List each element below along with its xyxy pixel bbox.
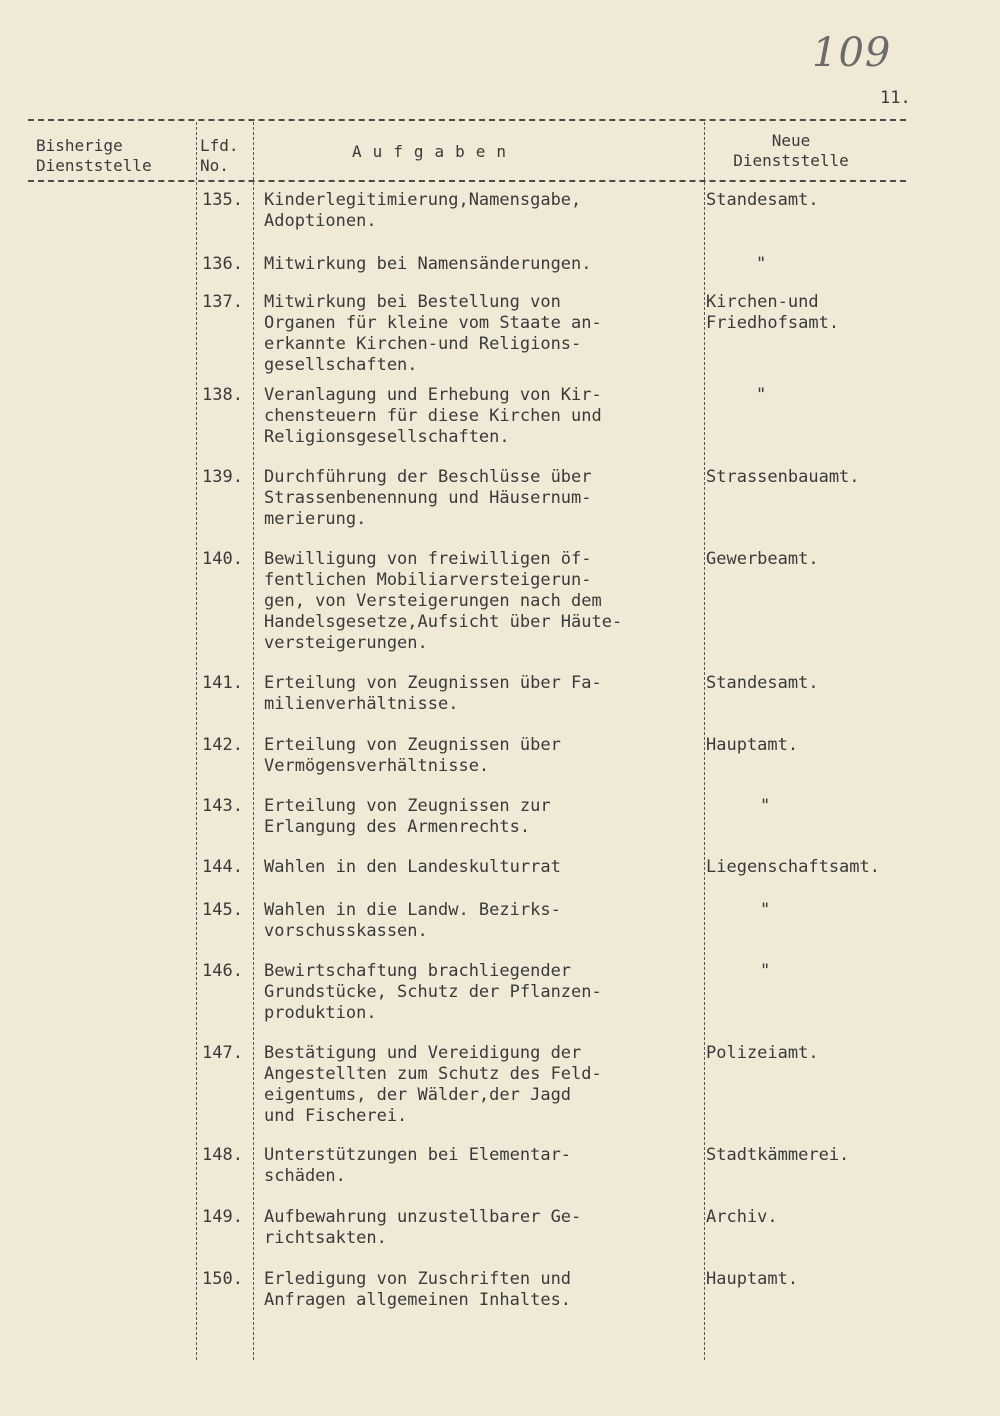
row-task: Mitwirkung bei Bestellung von Organen für kleine vom Staate an- erkannte Kirchen-und Religions- gesellschaften. [264,292,602,375]
header-top-rule [28,119,906,121]
row-number: 144. [202,857,243,877]
row-number: 142. [202,735,243,755]
header-previous-office: Bisherige Dienststelle [36,136,152,175]
row-task: Unterstützungen bei Elementar- schäden. [264,1145,572,1186]
row-office: Standesamt. [706,673,819,693]
row-task: Wahlen in den Landeskulturrat [264,857,561,877]
row-office: Hauptamt. [706,1269,799,1289]
row-task: Bewilligung von freiwilligen öf- fentlichen Mobiliarversteigerun- gen, von Versteigerungen nach dem Handelsgesetze,Aufsicht über Häute- versteigerungen. [264,549,623,653]
row-task: Wahlen in die Landw. Bezirks- vorschusskassen. [264,900,561,941]
column-divider-previous [196,122,197,1360]
header-number: Lfd. No. [200,136,239,175]
column-divider-tasks [704,122,705,1360]
row-task: Veranlagung und Erhebung von Kir- chensteuern für diese Kirchen und Religionsgesellschaften. [264,385,602,447]
row-task: Durchführung der Beschlüsse über Strassenbenennung und Häusernum- merierung. [264,467,592,529]
row-number: 143. [202,796,243,816]
row-task: Erteilung von Zeugnissen zur Erlangung des Armenrechts. [264,796,551,837]
row-number: 149. [202,1207,243,1227]
row-number: 147. [202,1043,243,1063]
row-task: Bestätigung und Vereidigung der Angestellten zum Schutz des Feld- eigentums, der Wälder,der Jagd und Fischerei. [264,1043,602,1126]
row-number: 145. [202,900,243,920]
row-office: Gewerbeamt. [706,549,819,569]
handwritten-folio-number: 109 [812,30,892,76]
row-office: " [756,254,767,274]
header-new-office: Neue Dienststelle [733,131,849,170]
row-number: 136. [202,254,243,274]
row-office: Liegenschaftsamt. [706,857,880,877]
row-office: Archiv. [706,1207,778,1227]
row-task: Bewirtschaftung brachliegender Grundstücke, Schutz der Pflanzen- produktion. [264,961,602,1023]
page-number: 11. [880,88,911,108]
row-task: Erledigung von Zuschriften und Anfragen allgemeinen Inhaltes. [264,1269,572,1310]
header-bottom-rule [28,180,906,182]
row-office: Standesamt. [706,190,819,210]
row-office: " [756,385,767,405]
row-office: Stadtkämmerei. [706,1145,850,1165]
column-divider-no [253,122,254,1360]
row-office: " [760,961,771,981]
row-number: 135. [202,190,243,210]
row-number: 148. [202,1145,243,1165]
row-task: Aufbewahrung unzustellbarer Ge- richtsakten. [264,1207,582,1248]
row-office: Strassenbauamt. [706,467,860,487]
row-task: Erteilung von Zeugnissen über Fa- milienverhältnisse. [264,673,602,714]
row-task: Mitwirkung bei Namensänderungen. [264,254,592,274]
row-office: Hauptamt. [706,735,799,755]
row-office: " [760,900,771,920]
row-task: Kinderlegitimierung,Namensgabe, Adoptionen. [264,190,582,231]
row-office: Kirchen-und Friedhofsamt. [706,292,840,333]
row-number: 138. [202,385,243,405]
header-tasks: Aufgaben [352,142,518,161]
row-number: 139. [202,467,243,487]
row-number: 137. [202,292,243,312]
row-number: 141. [202,673,243,693]
row-task: Erteilung von Zeugnissen über Vermögensverhältnisse. [264,735,561,776]
row-office: Polizeiamt. [706,1043,819,1063]
row-number: 146. [202,961,243,981]
row-number: 140. [202,549,243,569]
row-office: " [760,796,771,816]
row-number: 150. [202,1269,243,1289]
